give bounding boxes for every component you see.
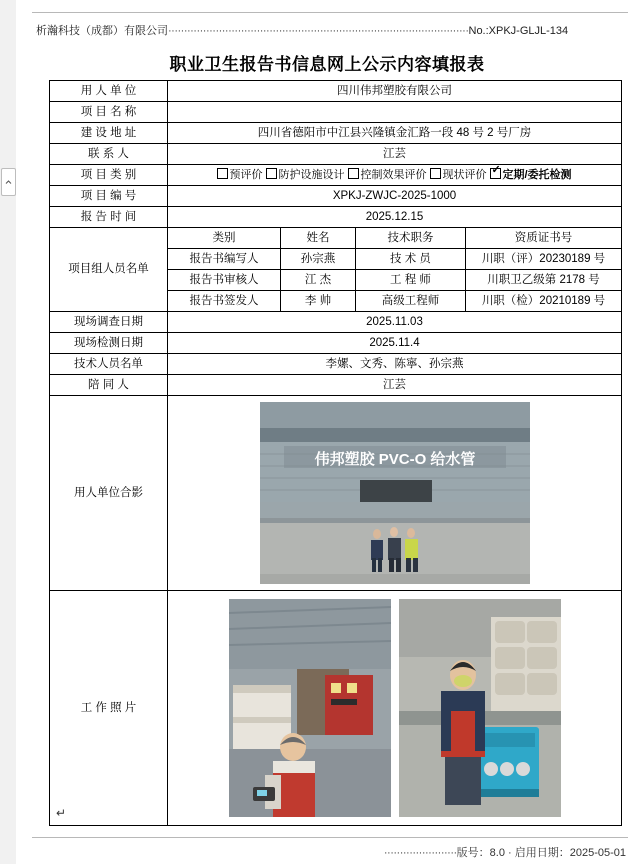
accompany-label: 陪 同 人 <box>50 375 168 396</box>
report-time-value: 2025.12.15 <box>168 207 622 228</box>
checkbox-icon[interactable] <box>266 168 277 179</box>
employer-value: 四川伟邦塑胶有限公司 <box>168 81 622 102</box>
text-cursor-mark: ↵ <box>56 806 67 820</box>
table-row <box>50 591 622 826</box>
staff-header-post: 技术职务 <box>356 228 466 249</box>
tech-staff-label: 技术人员名单 <box>50 354 168 375</box>
contact-label: 联 系 人 <box>50 144 168 165</box>
project-no-label: 项 目 编 号 <box>50 186 168 207</box>
group-photo-image <box>260 402 530 584</box>
left-gutter <box>0 0 17 864</box>
category-value <box>168 165 622 186</box>
staff-name: 孙宗燕 <box>281 249 356 270</box>
staff-cert: 川职卫乙级第 2178 号 <box>466 270 622 291</box>
category-checkbox-group <box>168 168 621 183</box>
work-photo-gallery <box>168 591 621 825</box>
table-row <box>50 333 622 354</box>
project-no-value: XPKJ-ZWJC-2025-1000 <box>168 186 622 207</box>
table-row <box>50 186 622 207</box>
staff-label: 项目组人员名单 <box>50 228 168 312</box>
category-option-2[interactable] <box>348 168 426 183</box>
survey-date-label: 现场调查日期 <box>50 312 168 333</box>
category-option-label: 预评价 <box>229 168 263 181</box>
project-name-value <box>168 102 622 123</box>
checkbox-icon[interactable] <box>348 168 359 179</box>
staff-post: 技 术 员 <box>356 249 466 270</box>
staff-header-category: 类别 <box>168 228 281 249</box>
staff-post: 高级工程师 <box>356 291 466 312</box>
footer <box>384 844 626 860</box>
footer-rule <box>32 837 628 838</box>
footer-version: 版号：8.0 · 启用日期：2025-05-01 <box>456 847 626 859</box>
checkbox-icon[interactable] <box>430 168 441 179</box>
table-row <box>50 81 622 102</box>
staff-name: 李 帅 <box>281 291 356 312</box>
staff-role: 报告书签发人 <box>168 291 281 312</box>
page-title: 职业卫生报告书信息网上公示内容填报表 <box>169 55 485 74</box>
staff-cert: 川职（评）20230189 号 <box>466 249 622 270</box>
work-photo-2-image <box>399 599 561 817</box>
staff-header-name: 姓名 <box>281 228 356 249</box>
header-rule <box>32 12 628 13</box>
table-row <box>50 375 622 396</box>
accompany-value: 江芸 <box>168 375 622 396</box>
footer-dots: ······················· <box>383 847 457 859</box>
report-time-label: 报 告 时 间 <box>50 207 168 228</box>
header-dots: ······························································································· <box>168 25 469 37</box>
employer-label: 用 人 单 位 <box>50 81 168 102</box>
table-row <box>50 312 622 333</box>
staff-role: 报告书审核人 <box>168 270 281 291</box>
group-photo-cell <box>168 396 622 591</box>
test-date-label: 现场检测日期 <box>50 333 168 354</box>
work-photo-label: 工 作 照 片 <box>50 591 168 826</box>
header-doc-no: No.:XPKJ-GLJL-134 <box>468 25 569 37</box>
category-option-0[interactable] <box>217 168 262 183</box>
tech-staff-value: 李嫘、文秀、陈寧、孙宗燕 <box>168 354 622 375</box>
checkbox-checked-icon[interactable] <box>490 168 501 179</box>
site-address-value: 四川省德阳市中江县兴隆镇金汇路一段 48 号 2 号厂房 <box>168 123 622 144</box>
table-row <box>50 228 622 249</box>
staff-name: 江 杰 <box>281 270 356 291</box>
category-option-3[interactable] <box>430 168 486 183</box>
document-sheet <box>16 0 638 864</box>
site-address-label: 建 设 地 址 <box>50 123 168 144</box>
report-table <box>49 80 622 826</box>
staff-role: 报告书编写人 <box>168 249 281 270</box>
checkbox-icon[interactable] <box>217 168 228 179</box>
sign-text: 伟邦塑胶 PVC-O 给水管 <box>314 451 475 468</box>
category-option-4[interactable] <box>490 168 571 183</box>
group-photo-label: 用人单位合影 <box>50 396 168 591</box>
staff-cert: 川职（检）20210189 号 <box>466 291 622 312</box>
category-option-label: 现状评价 <box>442 168 487 181</box>
contact-value: 江芸 <box>168 144 622 165</box>
table-row <box>50 144 622 165</box>
document-header <box>36 22 630 38</box>
staff-post: 工 程 师 <box>356 270 466 291</box>
table-row <box>50 123 622 144</box>
work-photo-1-image <box>229 599 391 817</box>
work-photo-cell <box>168 591 622 826</box>
category-option-label: 定期/委托检测 <box>502 168 572 181</box>
table-row <box>50 207 622 228</box>
test-date-value: 2025.11.4 <box>168 333 622 354</box>
header-company: 析瀚科技（成都）有限公司 <box>36 25 168 37</box>
project-name-label: 项 目 名 称 <box>50 102 168 123</box>
survey-date-value: 2025.11.03 <box>168 312 622 333</box>
category-label: 项 目 类 别 <box>50 165 168 186</box>
scroll-up-button[interactable] <box>1 168 16 196</box>
staff-header-cert: 资质证书号 <box>466 228 622 249</box>
category-option-label: 防护设施设计 <box>278 168 345 181</box>
table-row <box>50 102 622 123</box>
table-row <box>50 165 622 186</box>
table-row <box>50 396 622 591</box>
table-row <box>50 354 622 375</box>
category-option-label: 控制效果评价 <box>360 168 427 181</box>
category-option-1[interactable] <box>266 168 344 183</box>
